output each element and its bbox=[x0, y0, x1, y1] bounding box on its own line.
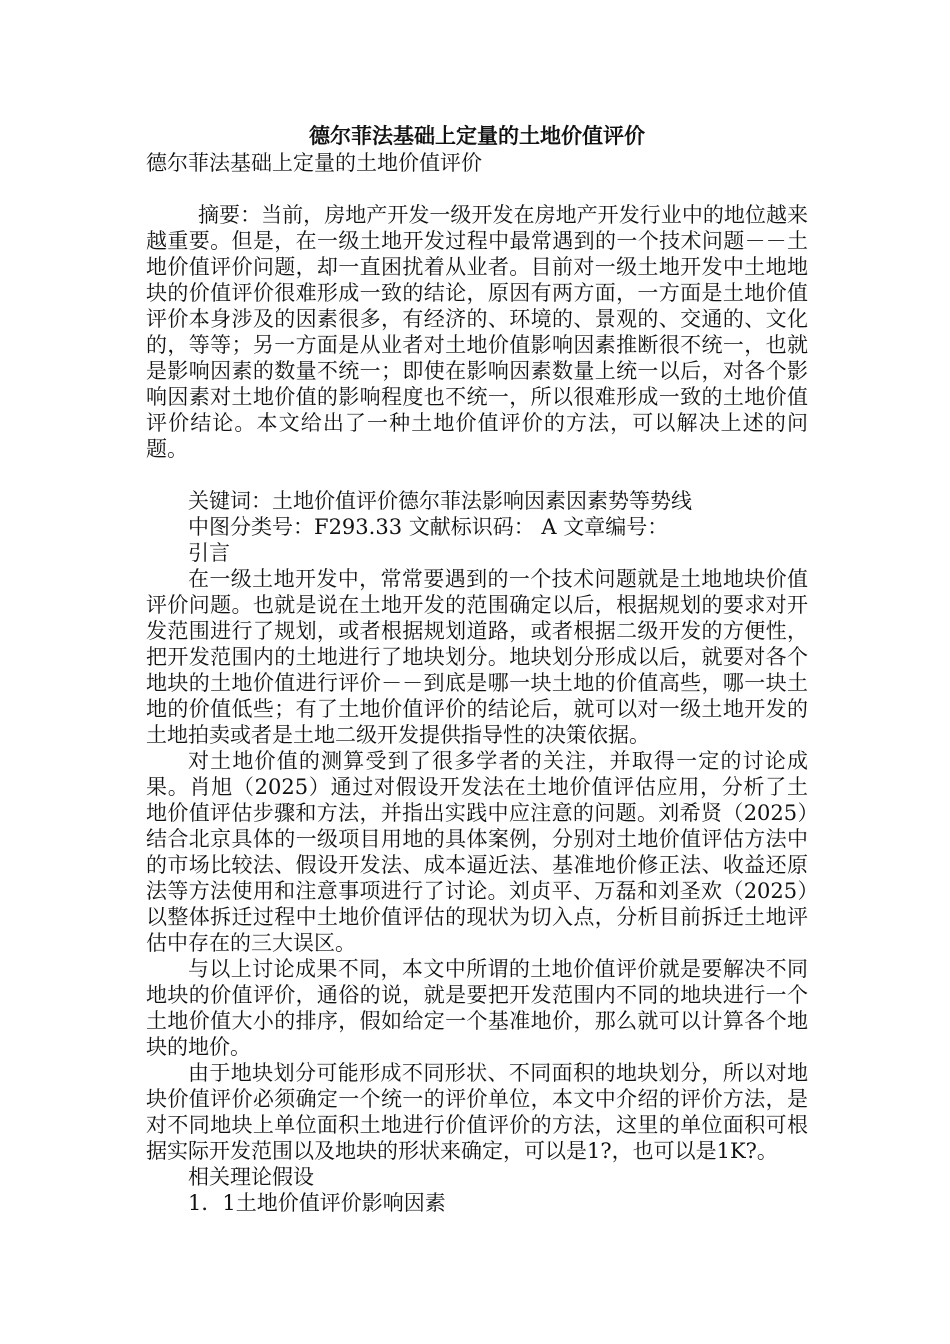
blank-line bbox=[146, 462, 808, 488]
body-paragraph: 由于地块划分可能形成不同形状、不同面积的地块划分，所以对地块价值评价必须确定一个统一的评价单位，本文中介绍的评价方法，是对不同地块上单位面积土地进行价值评价的方法，这里的单位面积可根据实际开发范围以及地块的形状来确定，可以是1?，也可以是1K?。 bbox=[146, 1061, 808, 1163]
intro-heading: 引言 bbox=[188, 541, 230, 565]
classification-line: 中图分类号：F293.33 文献标识码： A 文章编号： bbox=[188, 515, 669, 539]
document-subtitle: 德尔菲法基础上定量的土地价值评价 bbox=[146, 151, 482, 175]
blank-line bbox=[146, 176, 808, 202]
abstract-paragraph: 摘要：当前，房地产开发一级开发在房地产开发行业中的地位越来越重要。但是，在一级土地开发过程中最常遇到的一个技术问题－－土地价值评价问题，却一直困扰着从业者。目前对一级土地开发中土地地块的价值评价很难形成一致的结论，原因有两方面，一方面是土地价值评价本身涉及的因素很多，有经济的、环境的、景观的、交通的、文化的，等等；另一方面是从业者对土地价值影响因素推断很不统一，也就是影响因素的数量不统一；即使在影响因素数量上统一以后，对各个影响因素对土地价值的影响程度也不统一，所以很难形成一致的土地价值评价结论。本文给出了一种土地价值评价的方法，可以解决上述的问题。 bbox=[146, 203, 808, 461]
document-title: 德尔菲法基础上定量的土地价值评价 bbox=[309, 124, 645, 148]
document-page bbox=[146, 122, 808, 1216]
section-heading: 相关理论假设 bbox=[188, 1165, 314, 1189]
body-paragraph: 在一级土地开发中，常常要遇到的一个技术问题就是土地地块价值评价问题。也就是说在土地开发的范围确定以后，根据规划的要求对开发范围进行了规划，或者根据规划道路，或者根据二级开发的方便性，把开发范围内的土地进行了地块划分。地块划分形成以后，就要对各个地块的土地价值进行评价－－到底是哪一块土地的价值高些，哪一块土地的价值低些；有了土地价值评价的结论后，就可以对一级土地开发的土地拍卖或者是土地二级开发提供指导性的决策依据。 bbox=[146, 567, 808, 747]
body-paragraph: 对土地价值的测算受到了很多学者的关注，并取得一定的讨论成果。肖旭（2025）通过对假设开发法在土地价值评估应用，分析了土地价值评估步骤和方法，并指出实践中应注意的问题。刘希贤（2025）结合北京具体的一级项目用地的具体案例，分别对土地价值评估方法中的市场比较法、假设开发法、成本逼近法、基准地价修正法、收益还原法等方法使用和注意事项进行了讨论。刘贞平、万磊和刘圣欢（2025）以整体拆迁过程中土地价值评估的现状为切入点，分析目前拆迁土地评估中存在的三大误区。 bbox=[146, 749, 808, 955]
body-paragraph: 与以上讨论成果不同，本文中所谓的土地价值评价就是要解决不同地块的价值评价，通俗的说，就是要把开发范围内不同的地块进行一个土地价值大小的排序，假如给定一个基准地价，那么就可以计算各个地块的地价。 bbox=[146, 957, 808, 1059]
subsection-heading: 1．1土地价值评价影响因素 bbox=[188, 1191, 446, 1215]
keywords-line: 关键词：土地价值评价德尔菲法影响因素因素势等势线 bbox=[188, 489, 692, 513]
